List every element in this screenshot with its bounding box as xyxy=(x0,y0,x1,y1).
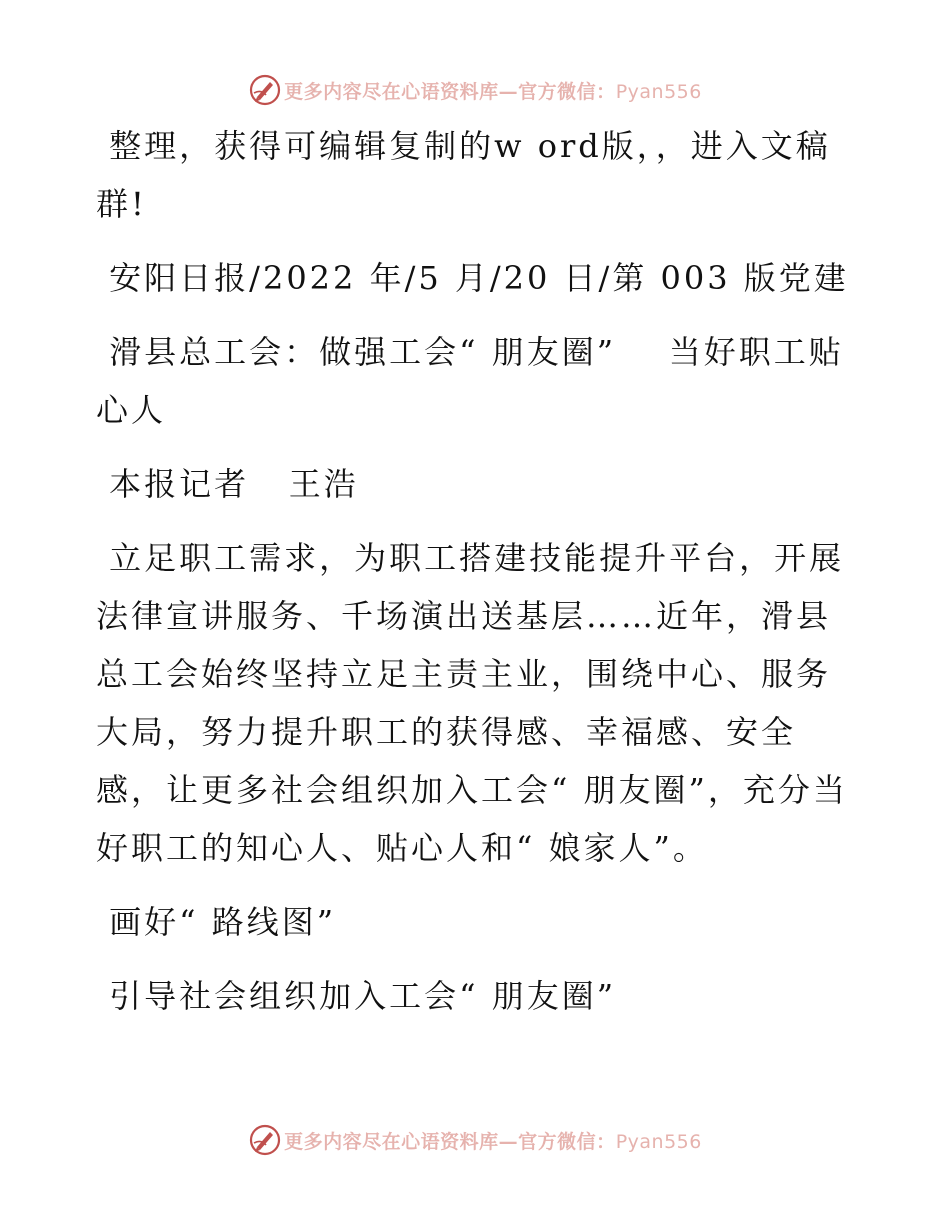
document-body xyxy=(96,117,856,1025)
watermark-official: 官方微信： xyxy=(518,1130,616,1153)
watermark-dash: — xyxy=(498,80,519,103)
watermark-brand: 更多内容尽在心语资料库 xyxy=(284,1130,499,1153)
subhead-1: 画好“ 路线图” xyxy=(96,903,337,941)
pen-logo-icon xyxy=(248,73,282,107)
watermark-text xyxy=(284,77,702,104)
article-headline: 滑县总工会：做强工会“ 朋友圈” 当好职工贴心人 xyxy=(96,333,844,429)
subhead-2: 引导社会组织加入工会“ 朋友圈” xyxy=(96,977,617,1015)
watermark-official: 官方微信： xyxy=(518,80,616,103)
byline: 本报记者 王浩 xyxy=(96,465,359,503)
footer-watermark xyxy=(0,1122,950,1158)
lead-paragraph: 立足职工需求，为职工搭建技能提升平台，开展法律宣讲服务、千场演出送基层……近年，滑县总工会始终坚持立足主责主业，围绕中心、服务大局，努力提升职工的获得感、幸福感、安全感，让更多社会组织加入工会“ 朋友圈”，充分当好职工的知心人、贴心人和“ 娘家人”。 xyxy=(96,539,848,867)
source-line: 安阳日报/2022 年/5 月/20 日/第 003 版党建 xyxy=(96,259,849,297)
watermark-account: Pyan556 xyxy=(615,80,702,103)
watermark-account: Pyan556 xyxy=(615,1130,702,1153)
header-watermark xyxy=(0,72,950,108)
watermark-brand: 更多内容尽在心语资料库 xyxy=(284,80,499,103)
watermark-dash: — xyxy=(498,1130,519,1153)
watermark-text xyxy=(284,1127,702,1154)
intro-paragraph: 整理，获得可编辑复制的w ord版，，进入文稿群! xyxy=(96,127,831,223)
pen-logo-icon xyxy=(248,1123,282,1157)
